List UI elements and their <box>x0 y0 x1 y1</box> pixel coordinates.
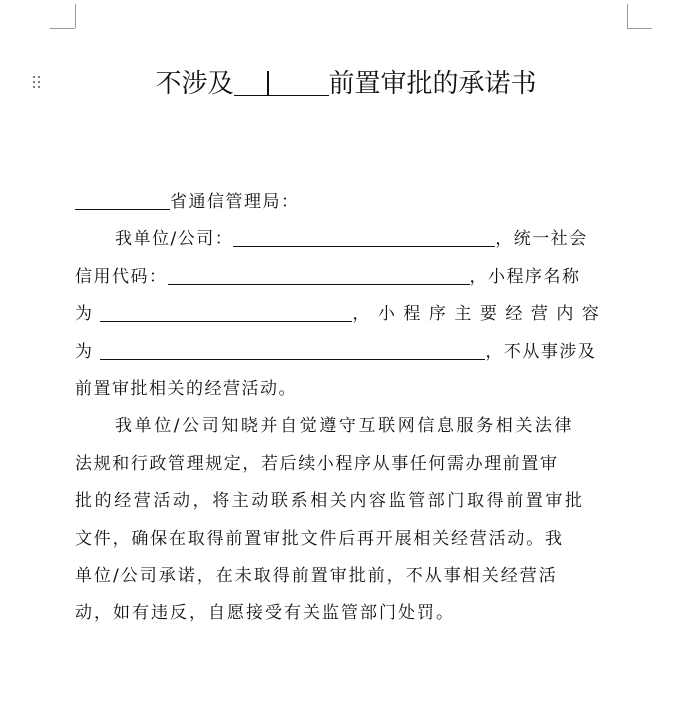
paragraph1-line4 <box>75 334 627 371</box>
addressee-text: 省通信管理局： <box>170 192 300 212</box>
paragraph1-line4-start: 为 <box>75 341 94 362</box>
addressee-line <box>75 184 627 221</box>
document-body <box>75 184 627 633</box>
page-corner-mark-top-right <box>627 28 652 29</box>
paragraph2-line5 <box>75 558 627 595</box>
mini-program-name-blank-field[interactable] <box>100 301 352 322</box>
paragraph1-line1 <box>75 221 627 258</box>
paragraph1-line1-end: ，统一社会 <box>495 229 588 250</box>
paragraph2-line5-text: 单位/公司承诺，在未取得前置审批前，不从事相关经营活 <box>75 565 558 586</box>
paragraph1-line3 <box>75 296 627 333</box>
text-cursor <box>267 71 269 95</box>
title-text-end: 前置审批的承诺书 <box>328 69 537 99</box>
page-corner-mark-top-left <box>50 28 75 29</box>
page-corner-mark-top-right <box>627 4 628 28</box>
paragraph1-line5 <box>75 371 627 408</box>
credit-code-label: 信用代码： <box>75 266 168 287</box>
paragraph2-line4 <box>75 521 627 558</box>
page-corner-mark-top-left <box>75 4 76 28</box>
credit-code-blank-field[interactable] <box>168 264 470 285</box>
paragraph1-line4-end: ，不从事涉及 <box>485 341 597 362</box>
title-text-start: 不涉及 <box>155 69 234 99</box>
paragraph2-line2 <box>75 446 627 483</box>
paragraph2-line3-text: 批的经营活动，将主动联系相关内容监管部门取得前置审批 <box>75 491 585 512</box>
paragraph2-line6 <box>75 595 627 632</box>
company-name-blank-field[interactable] <box>233 226 495 247</box>
title-blank-field[interactable] <box>234 65 329 96</box>
paragraph2-line1 <box>75 408 627 445</box>
paragraph1-line2-end: ，小程序名称 <box>469 266 581 287</box>
paragraph2-line1-text: 我单位/公司知晓并自觉遵守互联网信息服务相关法律 <box>115 416 575 437</box>
province-blank-field[interactable] <box>75 189 170 210</box>
document-title <box>0 64 692 104</box>
paragraph2-line3 <box>75 483 627 520</box>
paragraph1-line5-text: 前置审批相关的经营活动。 <box>75 378 297 399</box>
paragraph1-line3-start: 为 <box>75 304 94 325</box>
company-label: 我单位/公司： <box>115 229 234 250</box>
business-content-blank-field[interactable] <box>100 339 485 360</box>
paragraph2-line2-text: 法规和行政管理规定，若后续小程序从事任何需办理前置审 <box>75 453 559 474</box>
paragraph2-line4-text: 文件，确保在取得前置审批文件后再开展相关经营活动。我 <box>75 528 564 549</box>
paragraph2-line6-text: 动，如有违反，自愿接受有关监管部门处罚。 <box>75 603 455 624</box>
paragraph1-line3-end: ，小程序主要经营内容 <box>352 304 608 325</box>
paragraph1-line2 <box>75 259 627 296</box>
